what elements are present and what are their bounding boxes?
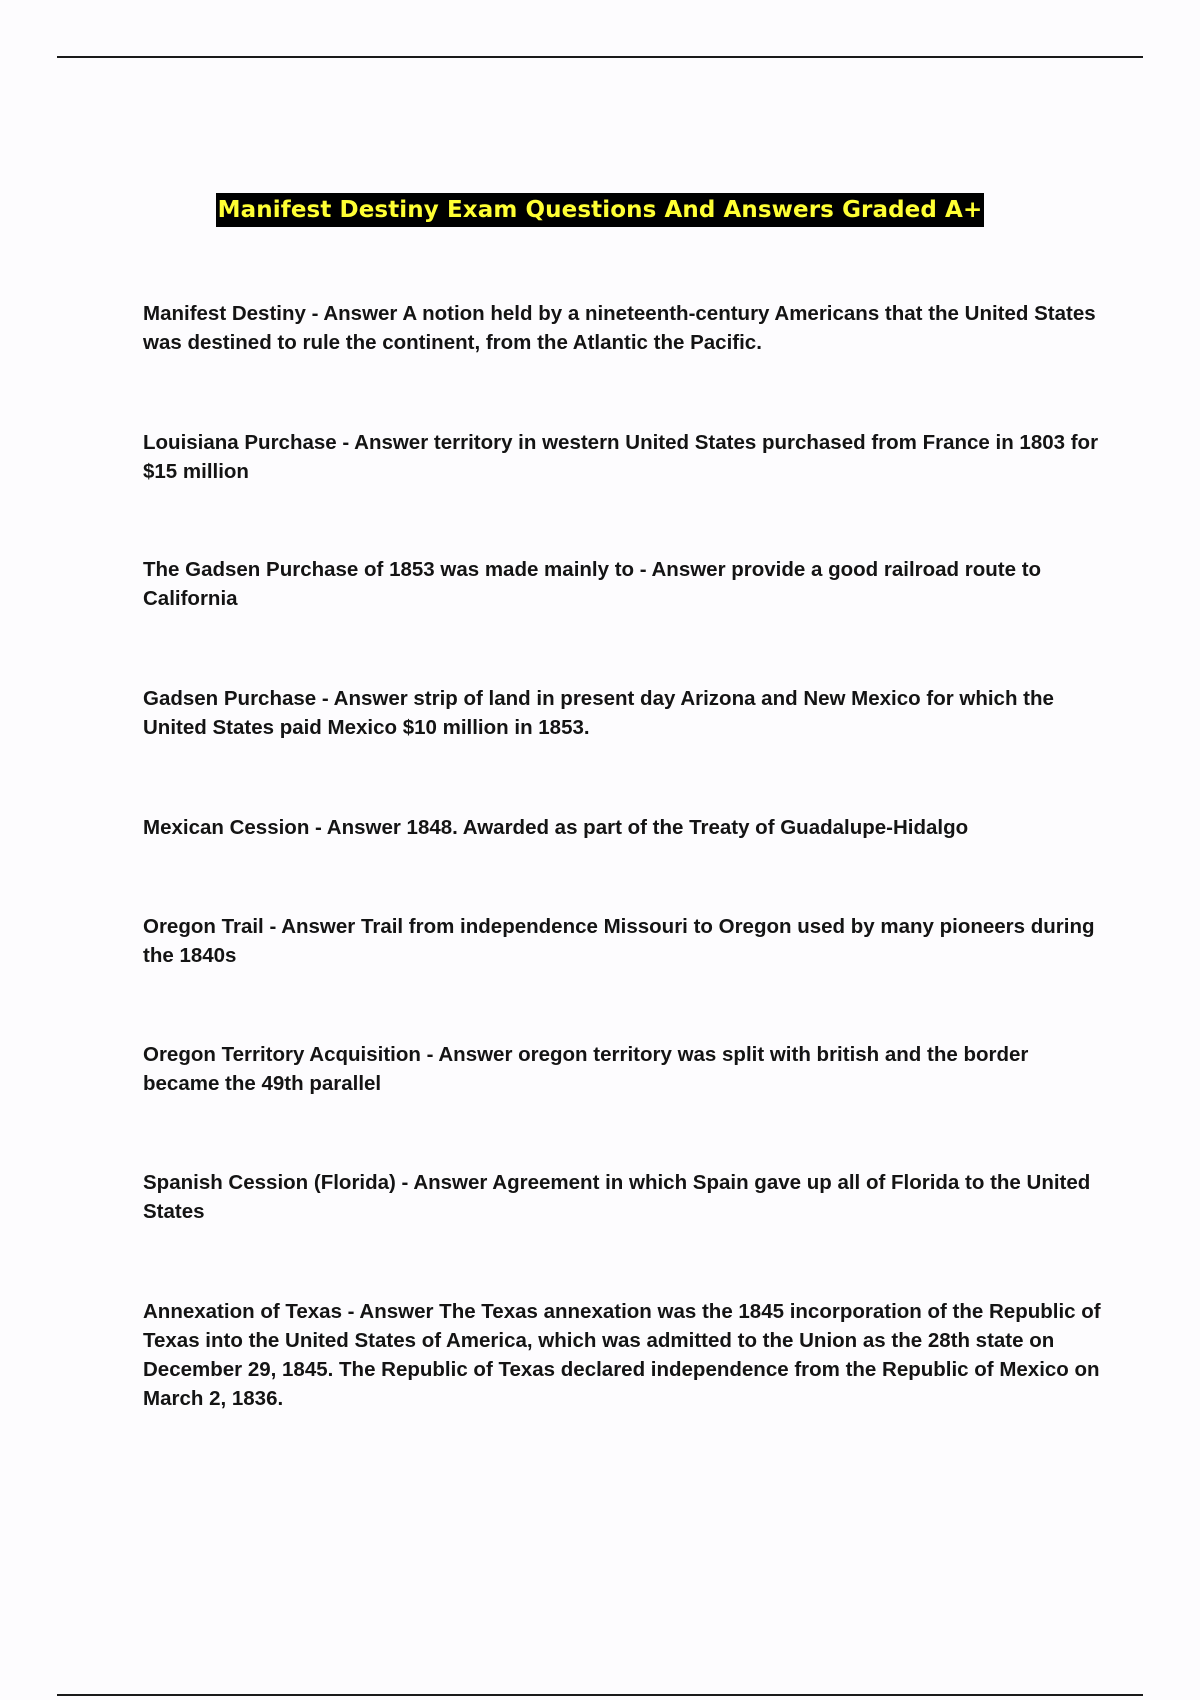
qa-item: Annexation of Texas - Answer The Texas annexation was the 1845 incorporation of the Republic of Texas into the United States of America, which was admitted to the Union as the 28th state on December 29, 1845. The Republic of Texas declared independence from the Republic of Mexico on March 2, 1836. bbox=[143, 1300, 1101, 1410]
footer-rule bbox=[57, 1694, 1143, 1696]
qa-item: Oregon Trail - Answer Trail from independence Missouri to Oregon used by many pioneers during the 1840s bbox=[143, 915, 1095, 967]
qa-item: Manifest Destiny - Answer A notion held by a nineteenth-century Americans that the United States was destined to rule the continent, from the Atlantic the Pacific. bbox=[143, 302, 1096, 354]
qa-item: Louisiana Purchase - Answer territory in western United States purchased from France in 1803 for $15 million bbox=[143, 431, 1099, 483]
header-rule bbox=[57, 56, 1143, 58]
qa-item: Gadsen Purchase - Answer strip of land in present day Arizona and New Mexico for which the United States paid Mexico $10 million in 1853. bbox=[143, 687, 1054, 739]
qa-item: Spanish Cession (Florida) - Answer Agreement in which Spain gave up all of Florida to the United States bbox=[143, 1171, 1091, 1223]
document-title: Manifest Destiny Exam Questions And Answers Graded A+ bbox=[216, 193, 985, 227]
qa-item: The Gadsen Purchase of 1853 was made mainly to - Answer provide a good railroad route to California bbox=[143, 558, 1042, 610]
qa-item: Oregon Territory Acquisition - Answer oregon territory was split with british and the border became the 49th parallel bbox=[143, 1043, 1029, 1095]
title-container bbox=[0, 193, 1200, 227]
qa-item: Mexican Cession - Answer 1848. Awarded as part of the Treaty of Guadalupe-Hidalgo bbox=[143, 816, 969, 839]
